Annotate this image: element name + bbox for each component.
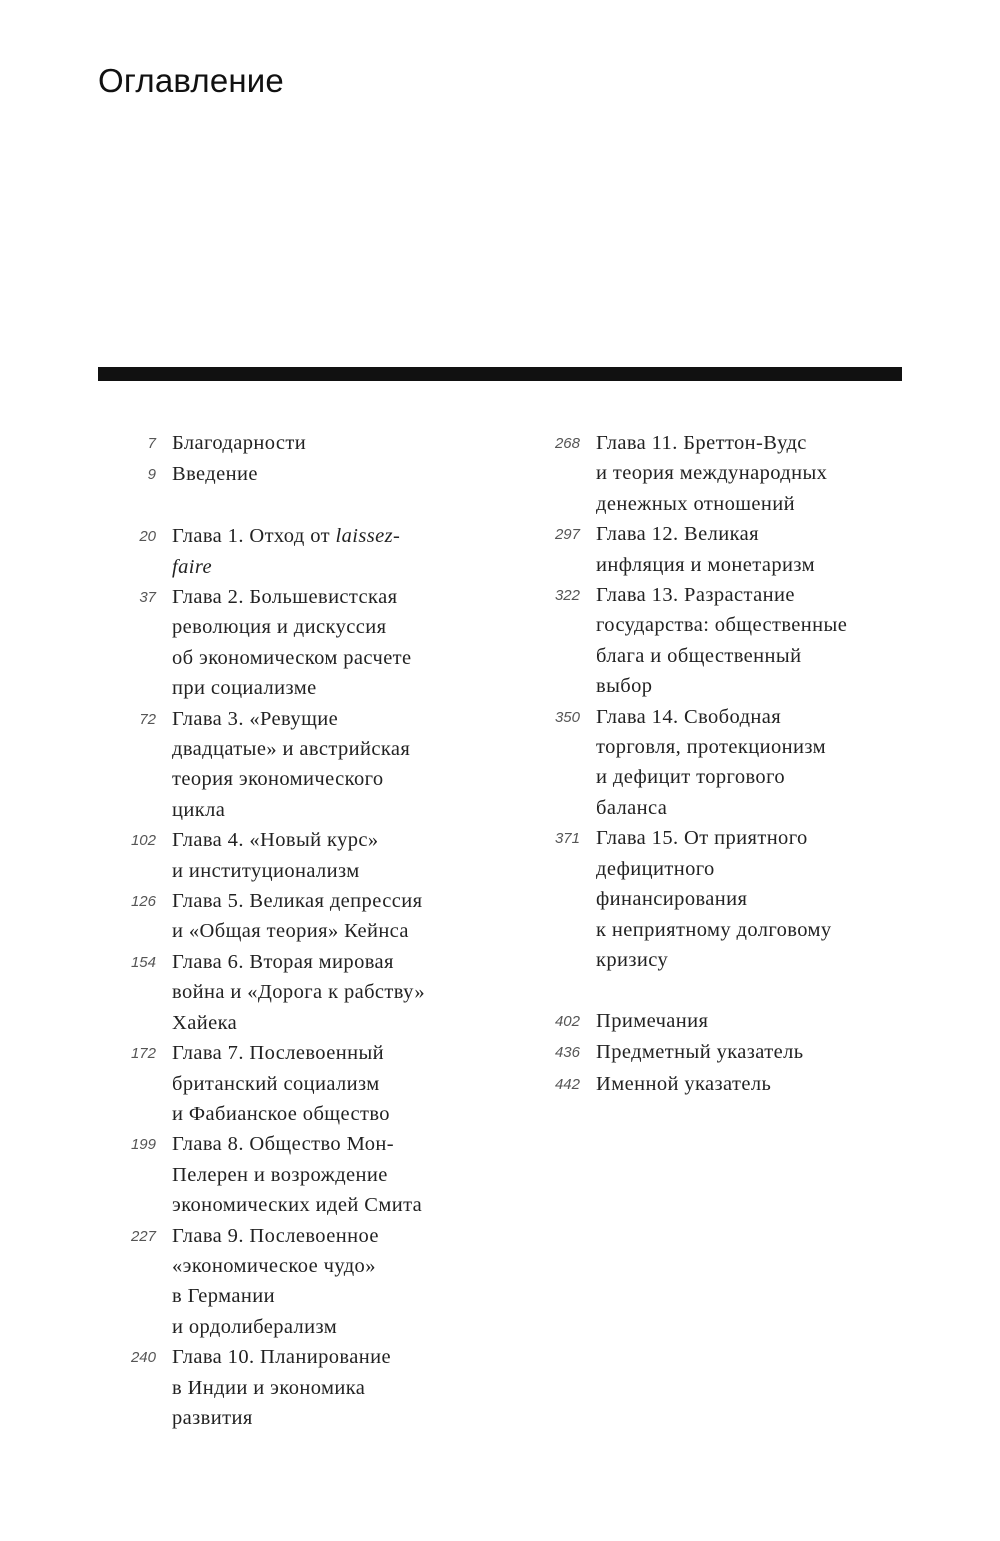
spacer <box>536 975 916 1005</box>
toc-entry[interactable] <box>536 702 916 824</box>
page-number: 322 <box>554 587 580 605</box>
page-number: 126 <box>130 893 156 911</box>
toc-entry[interactable] <box>112 1129 512 1220</box>
toc-entry[interactable] <box>112 1221 512 1343</box>
page-number: 297 <box>554 526 580 544</box>
entry-title: Глава 12. Великая инфляция и монетаризм <box>596 523 815 576</box>
toc-right-column <box>536 428 916 1100</box>
page-number: 9 <box>147 466 156 484</box>
page-number: 20 <box>139 528 156 546</box>
entry-title: Примечания <box>596 1009 709 1032</box>
entry-title: Глава 3. «Ревущие двадцатые» и австрийская теория экономического цикла <box>172 707 411 821</box>
toc-entry[interactable] <box>536 428 916 519</box>
page-number: 371 <box>554 830 580 848</box>
entry-title: Введение <box>172 463 258 486</box>
toc-entry[interactable] <box>536 519 916 580</box>
entry-title: Глава 6. Вторая мировая война и «Дорога к рабству» Хайека <box>172 950 425 1034</box>
toc-entry[interactable] <box>112 521 512 582</box>
page-number: 350 <box>554 708 580 726</box>
toc-entry[interactable] <box>112 459 512 490</box>
entry-title: Глава 8. Общество Мон- Пелерен и возрождение экономических идей Смита <box>172 1133 423 1217</box>
entry-title <box>172 521 400 582</box>
entry-title-text: Глава 1. Отход от <box>172 525 336 548</box>
toc-entry[interactable] <box>536 580 916 702</box>
page-number: 436 <box>554 1044 580 1062</box>
spacer <box>112 491 512 521</box>
entry-title: Глава 14. Свободная торговля, протекционизм и дефицит торгового баланса <box>596 705 826 819</box>
title-divider <box>98 367 902 381</box>
entry-title: Глава 5. Великая депрессия и «Общая теория» Кейнса <box>172 890 423 943</box>
toc-entry[interactable] <box>112 704 512 826</box>
page-number: 199 <box>130 1136 156 1154</box>
toc-left-column <box>112 428 512 1433</box>
page-number: 7 <box>147 435 156 452</box>
toc-entry[interactable] <box>536 1037 916 1068</box>
entry-title: Глава 15. От приятного дефицитного финансирования к неприятному долговому кризису <box>596 827 832 971</box>
entry-title: Глава 13. Разрастание государства: общественные блага и общественный выбор <box>596 584 848 698</box>
toc-entry[interactable] <box>112 1342 512 1433</box>
toc-entry[interactable] <box>112 428 512 459</box>
page-number: 172 <box>130 1045 156 1063</box>
toc-entry[interactable] <box>112 1038 512 1129</box>
toc-entry[interactable] <box>536 823 916 975</box>
entry-title: Глава 2. Большевистская революция и дискуссия об экономическом расчете при социализме <box>172 586 412 700</box>
page-number: 227 <box>130 1227 156 1245</box>
toc-entry[interactable] <box>536 1006 916 1037</box>
toc-entry[interactable] <box>112 582 512 704</box>
page-number: 240 <box>130 1349 156 1367</box>
entry-title: Глава 7. Послевоенный британский социализм и Фабианское общество <box>172 1042 390 1125</box>
page-number: 72 <box>139 710 156 728</box>
entry-title: Именной указатель <box>596 1072 772 1095</box>
toc-entry[interactable] <box>536 1069 916 1100</box>
page-number: 442 <box>554 1075 580 1093</box>
page-number: 268 <box>554 435 580 452</box>
page-title: Оглавление <box>98 62 284 99</box>
entry-title: Глава 11. Бреттон-Вудс и теория международных денежных отношений <box>596 432 828 515</box>
page-number: 402 <box>554 1012 580 1030</box>
page-number: 154 <box>130 953 156 971</box>
entry-title: Предметный указатель <box>596 1041 804 1064</box>
page-number: 102 <box>130 832 156 850</box>
entry-title: Глава 9. Послевоенное «экономическое чудо» в Германии и ордолиберализм <box>172 1224 379 1338</box>
entry-title-italic: laissez- faire <box>172 525 401 578</box>
toc-entry[interactable] <box>112 825 512 886</box>
toc-entry[interactable] <box>112 886 512 947</box>
page-number: 37 <box>139 589 156 607</box>
entry-title: Благодарности <box>172 432 307 454</box>
toc-entry[interactable] <box>112 947 512 1038</box>
entry-title: Глава 10. Планирование в Индии и экономика развития <box>172 1346 391 1429</box>
entry-title: Глава 4. «Новый курс» и институционализм <box>172 829 379 882</box>
